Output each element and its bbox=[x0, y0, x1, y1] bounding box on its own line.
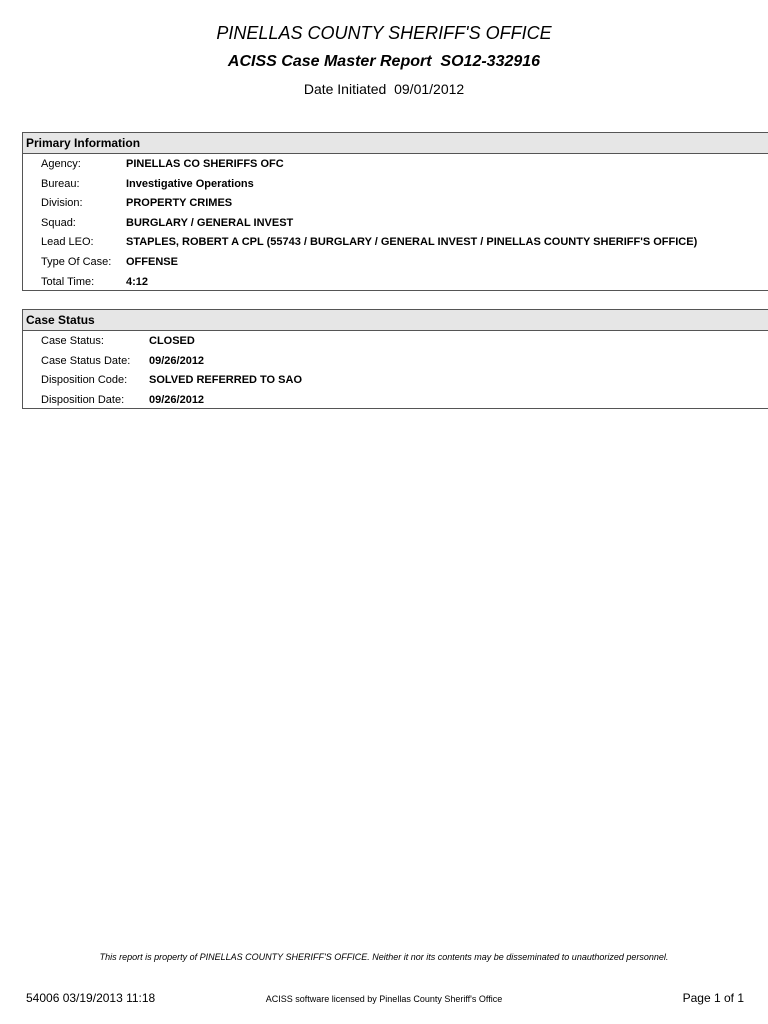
disposition-code-label: Disposition Code: bbox=[41, 374, 128, 387]
lead-leo-row bbox=[23, 233, 768, 253]
division-row bbox=[23, 194, 768, 214]
date-initiated: Date Initiated 09/01/2012 bbox=[303, 81, 465, 97]
print-stamp: 54006 03/19/2013 11:18 bbox=[26, 991, 156, 1005]
type-of-case-row bbox=[23, 253, 768, 273]
confidentiality-disclaimer: This report is property of PINELLAS COUNTY SHERIFF'S OFFICE. Neither it nor its contents may be disseminated to unauthorized personnel. bbox=[99, 952, 669, 962]
bureau-row bbox=[23, 175, 768, 195]
case-status-section bbox=[22, 309, 768, 409]
total-time-value: 4:12 bbox=[126, 275, 149, 288]
case-status-date-value: 09/26/2012 bbox=[149, 354, 205, 367]
lead-leo-label: Lead LEO: bbox=[41, 236, 94, 249]
total-time-row bbox=[23, 273, 768, 293]
squad-value: BURGLARY / GENERAL INVEST bbox=[126, 216, 294, 229]
agency-value: PINELLAS CO SHERIFFS OFC bbox=[126, 158, 284, 170]
division-label: Division: bbox=[41, 197, 83, 210]
squad-label: Squad: bbox=[41, 216, 76, 229]
report-title: ACISS Case Master Report SO12-332916 bbox=[227, 53, 541, 70]
page-number: Page 1 of 1 bbox=[682, 991, 744, 1005]
division-value: PROPERTY CRIMES bbox=[126, 197, 233, 210]
case-status-value: CLOSED bbox=[149, 335, 195, 347]
type-of-case-value: OFFENSE bbox=[126, 255, 178, 268]
squad-row bbox=[23, 214, 768, 234]
total-time-label: Total Time: bbox=[41, 275, 95, 288]
disposition-date-value: 09/26/2012 bbox=[149, 393, 205, 406]
case-status-row bbox=[23, 332, 768, 352]
primary-information-header: Primary Information bbox=[23, 133, 768, 154]
agency-row bbox=[23, 155, 768, 175]
case-status-date-row bbox=[23, 352, 768, 372]
bureau-value: Investigative Operations bbox=[126, 177, 254, 190]
license-notice: ACISS software licensed by Pinellas County Sheriff's Office bbox=[265, 994, 503, 1004]
disposition-date-row bbox=[23, 391, 768, 411]
disposition-code-row bbox=[23, 371, 768, 391]
agency-label: Agency: bbox=[41, 158, 81, 170]
lead-leo-value: STAPLES, ROBERT A CPL (55743 / BURGLARY / GENERAL INVEST / PINELLAS COUNTY SHERIFF'S OFFICE) bbox=[126, 236, 698, 249]
disposition-date-label: Disposition Date: bbox=[41, 393, 125, 406]
case-status-label: Case Status: bbox=[41, 335, 104, 347]
type-of-case-label: Type Of Case: bbox=[41, 255, 112, 268]
bureau-label: Bureau: bbox=[41, 177, 80, 190]
disposition-code-value: SOLVED REFERRED TO SAO bbox=[149, 374, 303, 387]
case-status-header: Case Status bbox=[23, 310, 768, 331]
case-status-date-label: Case Status Date: bbox=[41, 354, 131, 367]
primary-information-section bbox=[22, 132, 768, 291]
organization-title: PINELLAS COUNTY SHERIFF'S OFFICE bbox=[216, 23, 552, 43]
